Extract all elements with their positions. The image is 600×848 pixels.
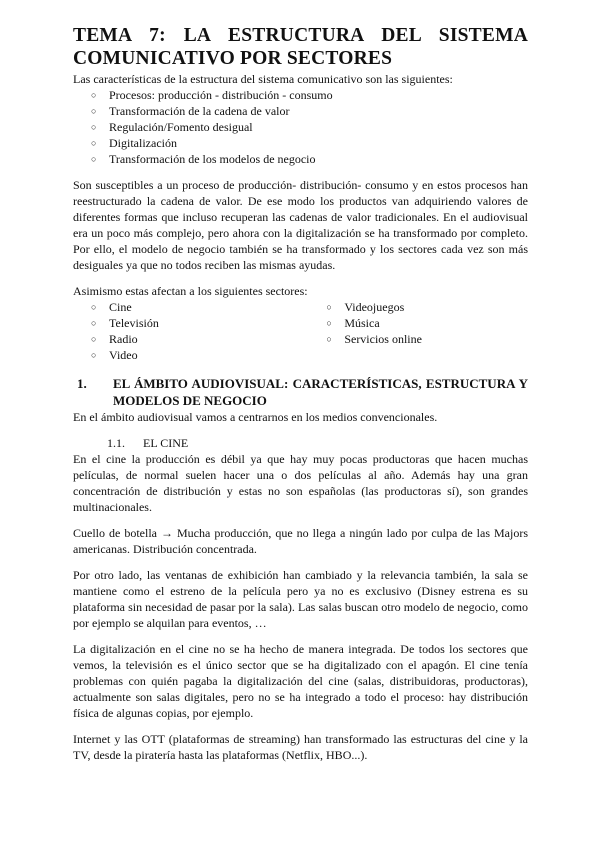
list-item: ○ Video bbox=[91, 347, 326, 363]
paragraph: La digitalización en el cine no se ha hecho de manera integrada. De todos los sectores que vemos, la televisión es el único sector que se ha digitalizado con el apagón. El cine tenía problemas con quién pagaba la digitalización del cine (salas, distribuidoras, productoras), actualmente son salas digitales, pero no se ha integrado a todo el proceso: hay distribución física de algunas copias, por ejemplo. bbox=[73, 642, 528, 720]
paragraph: Son susceptibles a un proceso de producción- distribución- consumo y en estos procesos han reestructurado la cadena de valor. De ese modo los productos van adquiriendo valores de diferentes formas que incluso recuperan las cadenas de valor tradicionales. En el audiovisual era un poco más complejo, pero ahora con la digitalización se ha transformado por completo. Por ello, el modelo de negocio también se ha transformado y los sectores cada vez son más desiguales ya que no todos reciben las mismas ayudas. bbox=[73, 178, 528, 272]
list-item: ○ Televisión bbox=[91, 315, 326, 331]
paragraph: Por otro lado, las ventanas de exhibición han cambiado y la relevancia también, la sala se mantiene como el estreno de la película pero ya no es exclusivo (Disney estrena es su plataforma sin necesidad de pasar por la sala). Las salas buscan otro modelo de negocio, como por ejemplo se alquilan para eventos, … bbox=[73, 568, 528, 630]
paragraph: Internet y las OTT (plataformas de streaming) han transformado las estructuras del cine y la TV, desde la piratería hasta las plataformas (Netflix, HBO...). bbox=[73, 732, 528, 762]
section-number: 1. bbox=[77, 376, 87, 391]
characteristics-list bbox=[73, 87, 528, 167]
page-title: TEMA 7: LA ESTRUCTURA DEL SISTEMA COMUNICATIVO POR SECTORES bbox=[73, 25, 528, 69]
list-item: ○ Cine bbox=[91, 299, 326, 315]
sectors-intro: Asimismo estas afectan a los siguientes sectores: bbox=[73, 284, 308, 298]
section-heading bbox=[73, 375, 528, 409]
list-item: ○ Radio bbox=[91, 331, 326, 347]
list-item: ○ Música bbox=[326, 315, 528, 331]
list-item: ○ Digitalización bbox=[91, 135, 528, 151]
sectors-list-right bbox=[326, 299, 528, 363]
paragraph: En el cine la producción es débil ya que hay muy pocas productoras que hacen muchas películas, de normal suelen hacer una o dos películas al año. Además hay una gran concentración de distribución y estas no son españolas (las productoras sí), son grandes multinacionales. bbox=[73, 452, 528, 514]
section-intro: En el ámbito audiovisual vamos a centrarnos en los medios convencionales. bbox=[73, 410, 438, 424]
list-item: ○ Servicios online bbox=[326, 331, 528, 347]
intro-text: Las características de la estructura del sistema comunicativo son las siguientes: bbox=[73, 72, 453, 86]
subsection-title: EL CINE bbox=[143, 436, 189, 450]
document-content bbox=[73, 24, 528, 763]
list-item: ○ Regulación/Fomento desigual bbox=[91, 119, 528, 135]
section-title: EL ÁMBITO AUDIOVISUAL: CARACTERÍSTICAS, ESTRUCTURA Y MODELOS DE NEGOCIO bbox=[113, 376, 528, 408]
sectors-list-left bbox=[73, 299, 326, 363]
list-item: ○ Transformación de la cadena de valor bbox=[91, 103, 528, 119]
subsection-heading bbox=[73, 435, 528, 451]
list-item: ○ Procesos: producción - distribución - consumo bbox=[91, 87, 528, 103]
list-item: ○ Videojuegos bbox=[326, 299, 528, 315]
subsection-number: 1.1. bbox=[107, 436, 125, 450]
list-item: ○ Transformación de los modelos de negocio bbox=[91, 151, 528, 167]
paragraph: Cuello de botella → Mucha producción, que no llega a ningún lado por culpa de las Majors americanas. Distribución concentrada. bbox=[73, 526, 528, 556]
sectors-columns bbox=[73, 299, 528, 363]
